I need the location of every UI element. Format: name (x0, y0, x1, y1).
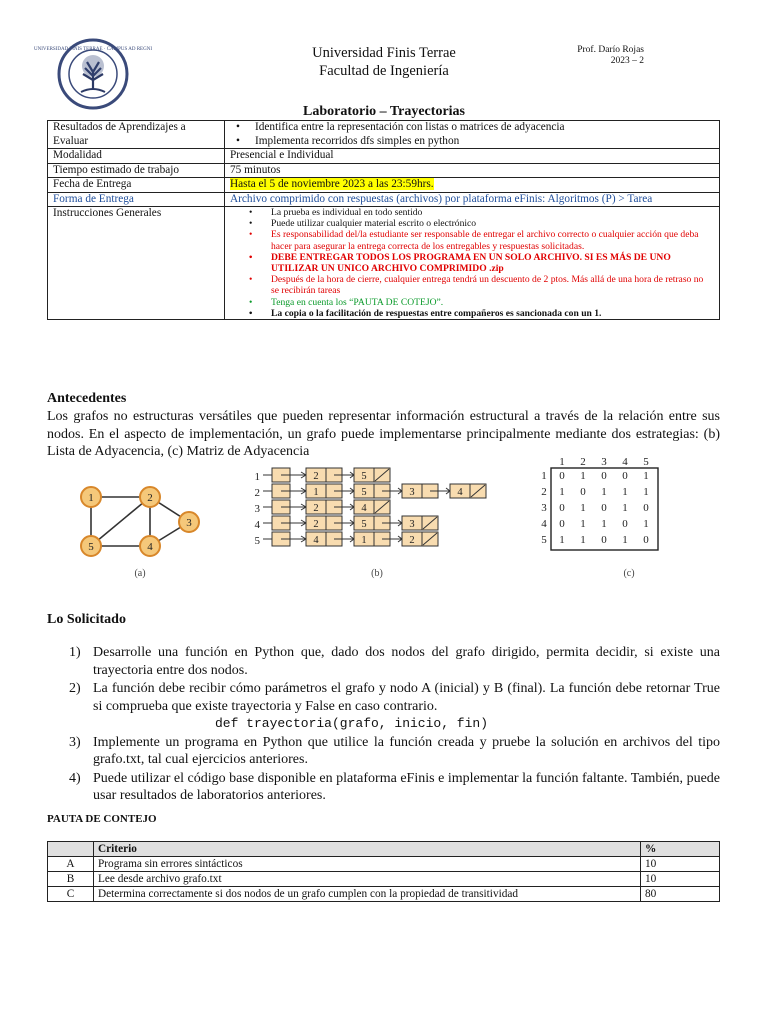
row-instructions (48, 207, 720, 320)
matrix-col-header: 3 (601, 456, 607, 468)
delivery-label: Forma de Entrega (48, 192, 225, 207)
matrix-cell: 1 (601, 518, 607, 530)
graph-node-label: 5 (88, 541, 94, 553)
matrix-cell: 0 (601, 502, 607, 514)
instruction-item: • La copia o la facilitación de respuestas entre compañeros es sancionada con un 1. (225, 308, 719, 319)
instruction-item: • DEBE ENTREGAR TODOS LOS PROGRAMA EN UN SOLO ARCHIVO. SI ES MÁS DE UNO UTILIZAR UN UNICO ARCHIVO COMPRIMIDO .zip (225, 252, 719, 274)
matrix-col-header: 4 (622, 456, 628, 468)
matrix-cell: 0 (559, 518, 565, 530)
modality-value: Presencial e Individual (225, 149, 720, 164)
time-value: 75 minutos (225, 163, 720, 178)
solicitado-heading: Lo Solicitado (47, 612, 126, 627)
antecedentes-text: Los grafos no estructuras versátiles que pueden representar información estructural a través de la relación entre sus nodos. En el aspecto de implementación, un grafo puede implementarse principalmente mediante dos estrategias: (b) Lista de Adyacencia, (c) Matriz de Adyacencia (47, 409, 720, 459)
item-number: 4) (69, 770, 81, 786)
due-date-value: Hasta el 5 de noviembre 2023 a las 23:59hrs. (230, 178, 434, 190)
matrix-cell: 0 (601, 470, 607, 482)
instruction-item: • Puede utilizar cualquier material escrito o electrónico (225, 218, 719, 229)
matrix-cell: 0 (622, 518, 628, 530)
row-due-date (48, 178, 720, 193)
list-node-value: 1 (361, 535, 367, 546)
matrix-row-header: 3 (541, 502, 547, 514)
modality-label: Modalidad (48, 149, 225, 164)
matrix-col-header: 1 (559, 456, 565, 468)
matrix-cell: 1 (622, 534, 628, 546)
row-criterio: Programa sin errores sintácticos (94, 857, 641, 872)
info-table (47, 120, 720, 320)
row-time (48, 163, 720, 178)
pauta-table (47, 841, 720, 902)
due-label: Fecha de Entrega (48, 178, 225, 193)
row-delivery (48, 192, 720, 207)
delivery-value: Archivo comprimido con respuestas (archivos) por plataforma eFinis: Algoritmos (P) > Tarea (225, 192, 720, 207)
matrix-cell: 1 (559, 534, 565, 546)
matrix-cell: 1 (580, 470, 586, 482)
item-number: 1) (69, 645, 81, 660)
list-item (47, 770, 720, 805)
learning-outcomes-list (230, 121, 714, 148)
row-learning-outcomes (48, 121, 720, 149)
list-row-label: 4 (254, 519, 260, 531)
matrix-cell: 1 (622, 502, 628, 514)
university-name: Universidad Finis Terrae (312, 45, 456, 61)
faculty-name: Facultad de Ingeniería (319, 63, 449, 79)
item-text: La función debe recibir cómo parámetros el grafo y nodo A (inicial) y B (final). La función debe retornar True si comprueba que existe trayectoria y False en caso contrario. (93, 681, 720, 714)
row-modality (48, 149, 720, 164)
professor-name: Prof. Darío Rojas (577, 45, 644, 55)
university-seal-logo (34, 38, 152, 110)
list-item: • Identifica entre la representación con listas o matrices de adyacencia (230, 121, 714, 135)
list-node-value: 3 (409, 487, 415, 498)
col-percent: % (641, 842, 720, 857)
list-node-value: 2 (409, 535, 415, 546)
list-node-value: 2 (313, 471, 319, 482)
matrix-row-header: 2 (541, 486, 547, 498)
instruction-item: • Después de la hora de cierre, cualquier entrega tendrá un descuento de 2 ptos. Más allá de una hora de retraso no se recibirán tareas (225, 274, 719, 296)
table-header-row (48, 842, 720, 857)
list-node-value: 5 (361, 519, 367, 530)
list-item (47, 644, 720, 679)
graph-node-label: 2 (147, 492, 153, 504)
matrix-cell: 0 (643, 534, 649, 546)
matrix-cell: 1 (580, 534, 586, 546)
time-label: Tiempo estimado de trabajo (48, 163, 225, 178)
matrix-cell: 0 (601, 534, 607, 546)
row-percent: 10 (641, 872, 720, 887)
matrix-col-header: 2 (580, 456, 586, 468)
matrix-row-header: 4 (541, 518, 547, 530)
list-row-label: 5 (254, 535, 260, 547)
row-criterio: Determina correctamente si dos nodos de un grafo cumplen con la propiedad de transitividad (94, 887, 641, 902)
row-criterio: Lee desde archivo grafo.txt (94, 872, 641, 887)
instructions-label: Instrucciones Generales (48, 207, 225, 320)
learning-outcomes-label: Resultados de Aprendizajes a Evaluar (48, 121, 225, 149)
list-row-label: 2 (254, 487, 260, 499)
instruction-item: • Es responsabilidad del/la estudiante ser responsable de entregar el archivo correcto o cualquier acción que deba hacer para asegurar la entrega correcta de los entregables y respuestas solicitadas. (225, 229, 719, 251)
item-text: Puede utilizar el código base disponible en plataforma eFinis e implementar la función faltante. También, puede usar resultados de laboratorios anteriores. (93, 770, 720, 803)
matrix-row-header: 1 (541, 470, 547, 482)
caption-b: (b) (371, 568, 383, 579)
page-title: Laboratorio – Trayectorias (302, 104, 465, 119)
function-signature: def trayectoria(grafo, inicio, fin) (214, 716, 489, 731)
list-node-value: 2 (313, 519, 319, 530)
graph-node-label: 4 (147, 541, 153, 553)
row-percent: 80 (641, 887, 720, 902)
list-row-label: 1 (254, 471, 260, 483)
matrix-cell: 1 (580, 502, 586, 514)
list-item (47, 734, 720, 769)
matrix-row-header: 5 (541, 534, 547, 546)
instruction-item: • Tenga en cuenta los “PAUTA DE COTEJO”. (225, 297, 719, 308)
list-item: • Implementa recorridos dfs simples en python (230, 135, 714, 149)
table-row (48, 857, 720, 872)
graph-edge (91, 497, 150, 546)
item-text: Implemente un programa en Python que utilice la función creada y pruebe la solución en archivos del tipo grafo.txt, tal cual ejercicios anteriores. (93, 734, 720, 767)
requirements-list (47, 644, 720, 806)
row-id: A (48, 857, 94, 872)
matrix-cell: 1 (601, 486, 607, 498)
row-percent: 10 (641, 857, 720, 872)
list-node-value: 3 (409, 519, 415, 530)
matrix-cell: 0 (643, 502, 649, 514)
caption-c: (c) (623, 568, 635, 579)
item-text: Desarrolle una función en Python que, dado dos nodos del grafo dirigido, permita decidir, si existe una trayectoria entre dos nodos. (93, 645, 720, 678)
list-node-value: 4 (457, 487, 463, 498)
adjacency-list-drawing (255, 468, 487, 547)
graph-drawing (81, 487, 199, 556)
item-number: 3) (69, 734, 81, 750)
matrix-cell: 0 (559, 470, 565, 482)
matrix-col-header: 5 (643, 456, 649, 468)
matrix-cell: 1 (643, 518, 649, 530)
list-node-value: 2 (313, 503, 319, 514)
list-node-value: 5 (361, 487, 367, 498)
table-row (48, 872, 720, 887)
matrix-cell: 1 (622, 486, 628, 498)
matrix-cell: 1 (643, 470, 649, 482)
academic-period: 2023 – 2 (610, 56, 644, 66)
list-row-label: 3 (254, 503, 260, 515)
list-item (47, 680, 720, 733)
pauta-heading: PAUTA DE CONTEJO (47, 813, 157, 825)
graph-node-label: 3 (186, 517, 192, 529)
list-node-value: 4 (361, 503, 367, 514)
instructions-list (225, 207, 719, 319)
adjacency-matrix-drawing (541, 456, 658, 550)
list-node-value: 5 (361, 471, 367, 482)
instruction-item: • La prueba es individual en todo sentido (225, 207, 719, 218)
list-node-value: 1 (313, 487, 319, 498)
matrix-cell: 0 (622, 470, 628, 482)
col-criterio: Criterio (94, 842, 641, 857)
graph-figure (47, 455, 720, 585)
matrix-cell: 0 (559, 502, 565, 514)
caption-a: (a) (134, 568, 146, 579)
graph-node-label: 1 (88, 492, 94, 504)
row-id: C (48, 887, 94, 902)
matrix-cell: 1 (580, 518, 586, 530)
matrix-cell: 1 (559, 486, 565, 498)
row-id: B (48, 872, 94, 887)
antecedentes-heading: Antecedentes (47, 391, 127, 406)
list-node-value: 4 (313, 535, 319, 546)
matrix-cell: 0 (580, 486, 586, 498)
table-row (48, 887, 720, 902)
logo-text: UNIVERSIDAD FINIS TERRAE · CAMPUS AD REGNI (34, 47, 152, 52)
item-number: 2) (69, 681, 81, 696)
matrix-cell: 1 (643, 486, 649, 498)
